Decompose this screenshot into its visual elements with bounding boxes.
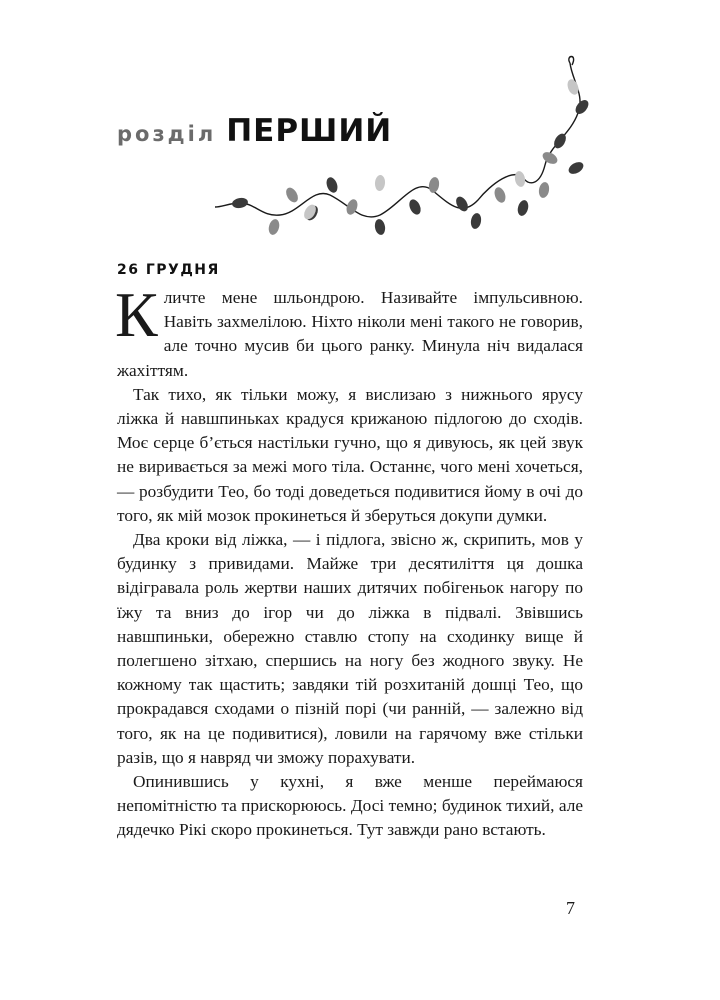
bulbs — [231, 78, 591, 236]
page-number: 7 — [566, 898, 575, 918]
entry-date: 26 ГРУДНЯ — [117, 262, 220, 278]
chapter-label: розділ — [117, 122, 217, 146]
chapter-body — [115, 279, 583, 843]
string-lights-icon — [200, 55, 600, 255]
chapter-number: ПЕРШИЙ — [226, 113, 393, 149]
paragraph-2: Так тихо, як тільки можу, я вислизаю з нижнього ярусу ліжка й навшпиньках крадуся крижаною підлогою до сходів. Моє серце б’ється настільки гучно, що я дивуюсь, як цей звук не виривається за межі мого тіла. Останнє, чого мені хочеться, — розбудити Тео, бо тоді доведеться подивитися йому в очі до того, як мій мозок прокинеться й зберуться докупи думки. — [117, 384, 583, 525]
paragraph-3: Два кроки від ліжка, — і підлога, звісно ж, скрипить, мов у будинку з привидами. Майже три десятиліття ця дошка відігравала роль жертви наших дитячих побігеньок нагору по їжу та вниз до ігор чи до ліжка в підвалі. Звівшись навшпиньки, обережно ставлю стопу на сходинку вище й полегшено зітхаю, спершись на ногу без жодного звуку. Не кожному так щастить; завдяки тій розхитаній дошці Тео, що прокрадався сходами о пізній порі (чи ранній, — залежно від того, як на це подивитися), ловили на гарячому вже стільки разів, що я навряд чи зможу порахувати. — [117, 530, 583, 767]
paragraph-4: Опинившись у кухні, я вже менше переймаюся непомітністю та прискорююсь. Досі темно; будинок тихий, але дядечко Рікі скоро прокинеться. Тут завжди рано встають. — [117, 772, 583, 840]
paragraph-1 — [115, 279, 583, 383]
paragraph-1-text: личте мене шльондрою. Називайте імпульсивною. Навіть захмелілою. Ніхто ніколи мені такого не говорив, але точно мусив би цього ранку. Минула ніч видалася жахіттям. — [117, 288, 583, 380]
drop-cap: К — [115, 279, 158, 350]
